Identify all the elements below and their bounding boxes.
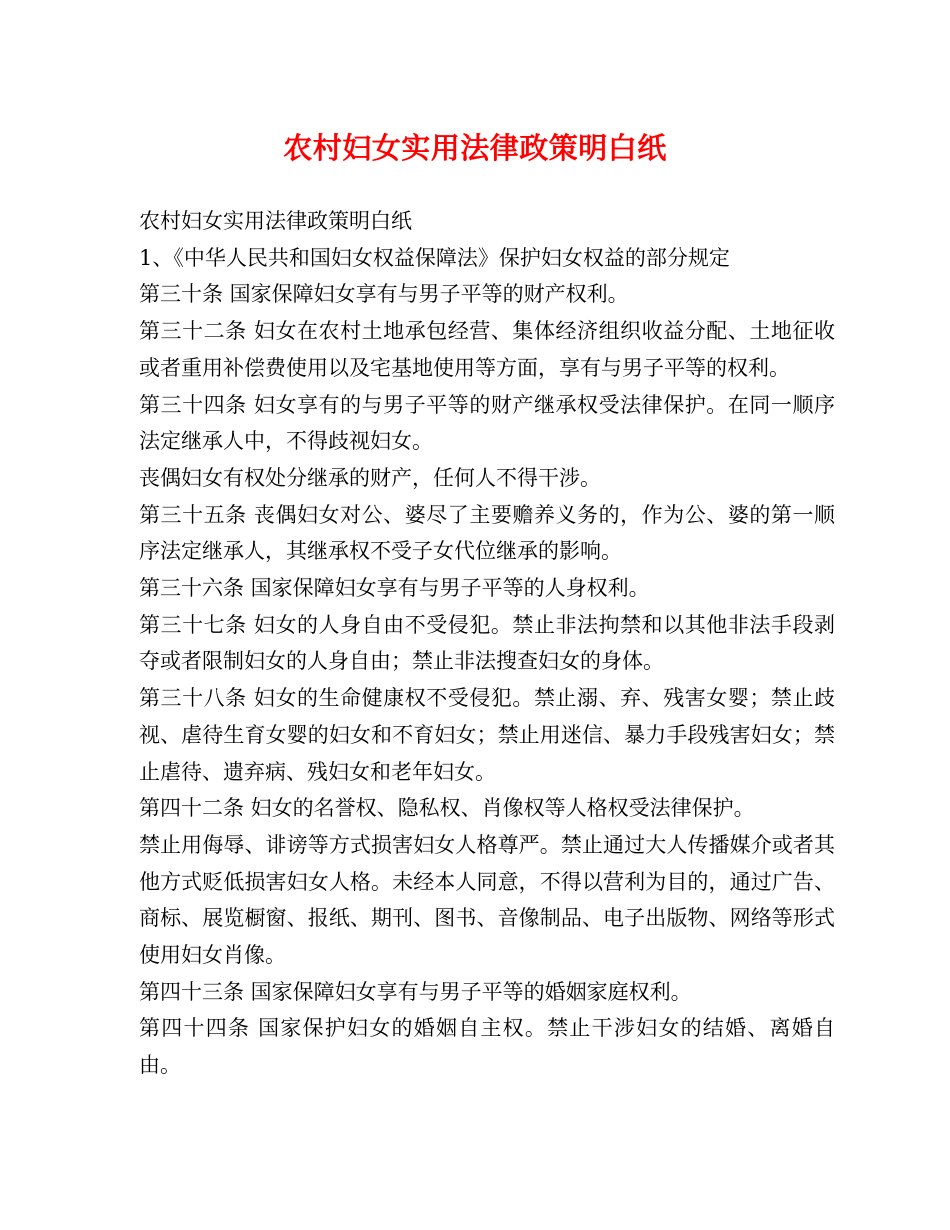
paragraph-article-35: 第三十五条 丧偶妇女对公、婆尽了主要赡养义务的，作为公、婆的第一顺序法定继承人，其继承权不受子女代位继承的影响。 [139,502,835,564]
paragraph-article-42: 第四十二条 妇女的名誉权、隐私权、肖像权等人格权受法律保护。 [139,796,755,821]
paragraph-article-30: 第三十条 国家保障妇女享有与男子平等的财产权利。 [139,282,629,307]
paragraph-section-heading: 1、《中华人民共和国妇女权益保障法》保护妇女权益的部分规定 [139,245,730,270]
paragraph-article-32: 第三十二条 妇女在农村土地承包经营、集体经济组织收益分配、土地征收或者重用补偿费使用以及宅基地使用等方面，享有与男子平等的权利。 [139,319,835,380]
paragraph-article-34-clause: 丧偶妇女有权处分继承的财产，任何人不得干涉。 [139,465,601,490]
paragraph-article-38: 第三十八条 妇女的生命健康权不受侵犯。禁止溺、弃、残害女婴；禁止歧视、虐待生育女婴的妇女和不育妇女；禁止用迷信、暴力手段残害妇女；禁止虐待、遗弃病、残妇女和老年妇女。 [139,686,835,784]
paragraph-article-43: 第四十三条 国家保障妇女享有与男子平等的婚姻家庭权利。 [139,979,692,1004]
paragraph-article-37: 第三十七条 妇女的人身自由不受侵犯。禁止非法拘禁和以其他非法手段剥夺或者限制妇女的人身自由；禁止非法搜查妇女的身体。 [139,612,835,674]
paragraph-article-34: 第三十四条 妇女享有的与男子平等的财产继承权受法律保护。在同一顺序法定继承人中，不得歧视妇女。 [139,392,835,454]
paragraph-article-36: 第三十六条 国家保障妇女享有与男子平等的人身权利。 [139,576,650,601]
paragraph-article-44: 第四十四条 国家保护妇女的婚姻自主权。禁止干涉妇女的结婚、离婚自由。 [139,1016,835,1078]
document-title: 农村妇女实用法律政策明白纸 [283,131,667,165]
paragraph-article-42-clause: 禁止用侮辱、诽谤等方式损害妇女人格尊严。禁止通过大人传播媒介或者其他方式贬低损害妇女人格。未经本人同意，不得以营利为目的，通过广告、商标、展览橱窗、报纸、期刊、图书、音像制品、电子出版物、网络等形式使用妇女肖像。 [139,832,835,968]
paragraph-subtitle: 农村妇女实用法律政策明白纸 [139,209,412,233]
document-body [139,203,835,1084]
